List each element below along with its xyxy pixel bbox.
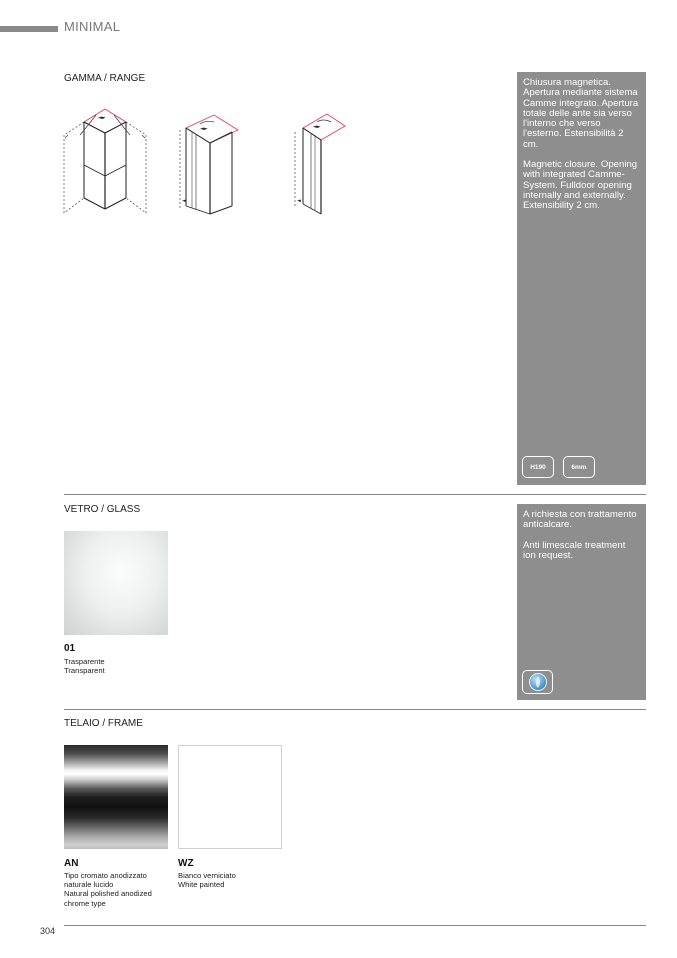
frame-swatch-white	[178, 745, 282, 849]
glass-note-it: A richiesta con trattamento anticalcare.	[523, 509, 637, 531]
page-number: 304	[40, 926, 56, 936]
glass-section-title: VETRO / GLASS	[64, 504, 141, 515]
range-info-panel	[517, 72, 646, 485]
svg-text:◄►: ◄►	[313, 124, 321, 130]
glass-swatch-name-it: Trasparente	[64, 657, 105, 666]
page-title: MINIMAL	[64, 19, 121, 34]
corner-enclosure-drawing	[60, 105, 150, 217]
glass-swatch-transparent	[64, 531, 168, 635]
range-description-it: Chiusura magnetica. Apertura mediante sistema Camme integrato. Apertura totale delle ante sia verso l'interno che verso l'esterno. Estensibilità 2 cm.	[523, 77, 639, 150]
glass-swatch-code: 01	[64, 643, 76, 654]
glass-swatch-label	[64, 657, 174, 675]
frame-swatch-name-en-wz: White painted	[178, 880, 225, 890]
frame-swatch-code-wz: WZ	[178, 858, 194, 869]
header-bar	[0, 26, 58, 32]
footer-divider	[64, 925, 646, 926]
section-divider	[64, 494, 646, 495]
svg-text:◄: ◄	[182, 198, 186, 204]
glass-note-en: Anti limescale treatment ion request.	[523, 539, 626, 561]
svg-text:◄►: ◄►	[200, 126, 208, 132]
frame-swatch-label-an	[64, 871, 176, 908]
height-badge: H190	[522, 456, 554, 478]
anti-limescale-icon	[522, 670, 553, 694]
frame-swatch-name-it-wz: Bianco verniciato	[178, 871, 236, 880]
range-description-en: Magnetic closure. Opening with integrated Camme-System. Fulldoor opening internally and externally. Extensibility 2 cm.	[523, 159, 638, 212]
frame-swatch-chrome	[64, 745, 168, 849]
range-section-title: GAMMA / RANGE	[64, 73, 146, 84]
svg-text:◄►: ◄►	[98, 115, 106, 121]
glass-swatch-name-en: Transparent	[64, 666, 105, 676]
frame-swatch-code-an: AN	[64, 858, 79, 869]
frame-swatch-label-wz	[178, 871, 278, 889]
niche-enclosure-drawing	[287, 108, 349, 216]
frame-swatch-name-it-an: Tipo cromato anodizzato naturale lucido	[64, 871, 147, 890]
frame-section-title: TELAIO / FRAME	[64, 718, 143, 729]
svg-text:◄: ◄	[297, 198, 301, 204]
swing-door-enclosure-drawing	[176, 110, 246, 218]
thickness-badge: 6mm	[563, 456, 595, 478]
frame-swatch-name-en-an: Natural polished anodized chrome type	[64, 889, 152, 908]
section-divider	[64, 709, 646, 710]
